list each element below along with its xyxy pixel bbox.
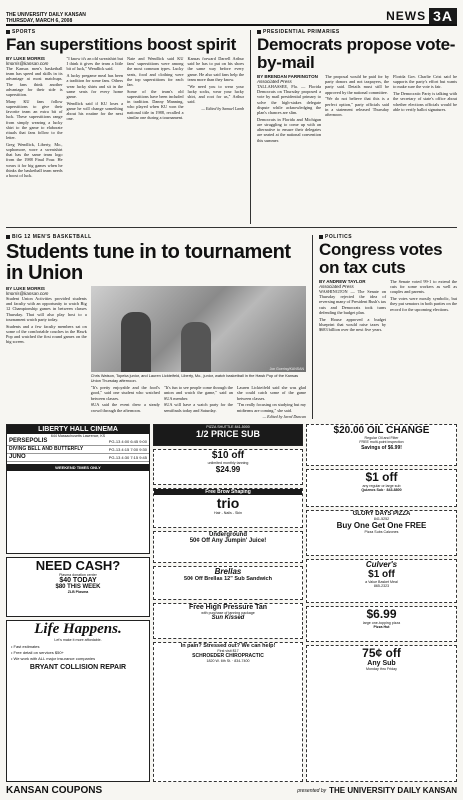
coupon-footer	[6, 785, 457, 796]
kicker-square-icon	[6, 235, 10, 239]
story-column: BY LUKE MORRIS lmorris@kansan.com The Kansas men's basketball team has speed and skills in its advantage at most matchups. The fans think another advantage for their side is superstition. Many KU fans follow superstitions to give their favorite team an extra bit of luck. These superstitions range from simply wearing a lucky shirt to the game to elaborate rituals that fans follow to the letter. Greg Wendlick, Liberty, Mo., sophomore, wore a sweatshirt that has the same team logo from the 1988 Final Four. He wears it for big games when he thinks the basketball team needs a boost of luck.	[6, 56, 63, 179]
story-column: BY LUKE MORRIS lmorris@kansan.com Student Union Activities provided students and faculty with an opportunity to watch Big 12 Championship games in between classes Thursday. That will also play host to a tournament watch party today. Students and a few faculty members sat on some of the comfortable couches in the Hawk Pop and watched the first round games on the big screen.	[6, 286, 87, 345]
news-photo	[91, 286, 306, 372]
ad-column-right	[306, 424, 457, 782]
edited-by: — Edited by Samuel Lamb	[201, 105, 244, 111]
story-column: The proposal would be paid for by party donors and not taxpayers, the party said. Details must still be approved by the national committee. "We do not believe that this is a perfect option," party officials said in a statement released Thursday afternoon.	[325, 74, 389, 117]
ad-underground[interactable]: Underground 50¢ Off Any Jumpin' Juice!	[153, 531, 303, 563]
story-column: BY ANDREW TAYLOR Associated Press WASHINGTON — The Senate on Thursday rejected the idea of reversing many of President Bush's tax cuts and Democrats took turns defending the budget plan. The House approved a budget blueprint that would raise taxes by $683 billion over the next five years.	[319, 279, 387, 332]
story-kicker: BIG 12 MEN'S BASKETBALL	[6, 234, 306, 240]
kicker-square-icon	[6, 30, 10, 34]
story-kicker: SPORTS	[6, 29, 244, 35]
ad-pizza-hut[interactable]: $6.99 large one-topping pizza Pizza Hut	[306, 606, 457, 642]
ad-brellas[interactable]: Brellas 50¢ Off Brellas 12" Sub Sandwich	[153, 566, 303, 600]
issue-date: THURSDAY, MARCH 6, 2008	[6, 18, 73, 24]
story-tax-cuts	[319, 231, 457, 419]
page-number: 3A	[429, 8, 457, 24]
story-kicker: PRESIDENTIAL PRIMARIES	[257, 29, 457, 35]
section-label	[386, 8, 457, 24]
story-kicker: POLITICS	[319, 234, 457, 240]
footer-presented: presented by THE UNIVERSITY DAILY KANSAN	[297, 786, 457, 795]
ad-theater[interactable]: LIBERTY HALL CINEMA 644 Massachusetts Lawrence, KS PERSEPOLIS PG-13 4:00 6:45 9:00 DIVING BELL AND BUTTERFLY PG-13 4:15 7:00 9:30 JUNO PG-13 4:30 7:15 9:45 WEEKEND TIMES ONLY	[6, 424, 150, 554]
column-divider	[250, 30, 251, 224]
story-column: BY BRENDAN FARRINGTON Associated Press TALLAHASSEE, Fla. — Florida Democrats on Thursday proposed a vote by mail presidential primary to solve the high-stakes delegate dispute while acknowledging the plan's chances are slim. Democrats in Florida and Michigan are struggling to come up with an alternative to ensure their delegates are seated at the national convention this summer.	[257, 74, 321, 143]
footer-sponsor: THE UNIVERSITY DAILY KANSAN	[329, 786, 457, 795]
story-union-tournament	[6, 231, 306, 419]
masthead	[6, 4, 457, 26]
photo-figure	[121, 312, 151, 372]
story-headline: Fan superstitions boost spirit	[6, 35, 236, 54]
story-column: Florida Gov. Charlie Crist said he supports the party's effort but wants to make sure the vote is fair. The Democratic Party is talking with the secretary of state's office about whether elections officials would be able to verify ballot signatures.	[393, 74, 457, 112]
photo-figure	[181, 322, 211, 372]
section-name: NEWS	[386, 9, 427, 23]
story-column: "I know it's an old sweatshirt but I think it gives the team a little bit of luck," Wendlick said. A lucky pregame meal has been a tradition for some fans. Others wear lucky shirts and sit in the same seats for every home game. Wendlick said if KU loses a game he will change something about his routine for the next one.	[66, 56, 123, 122]
ad-bryant-collision[interactable]: Life Happens. Let's make it more affordable. • Fast estimates • Free detail on services $50+ • We work with ALL major insurance companies BRYANT COLLISION REPAIR	[6, 620, 150, 782]
ad-sub-discount[interactable]: 75¢ off Any Sub Monday thru Friday	[306, 645, 457, 782]
story-column: Kansas forward Darrell Arthur said he has to put on his shoes the same way before every game. He also said fans help the team more than they know. "We need you to wear your lucky socks, wear your lucky shirt, and root for us," Arthur said. — Edited by Samuel Lamb	[187, 56, 244, 111]
story-byline: BY LUKE MORRIS lmorris@kansan.com	[6, 286, 49, 296]
coupon-ads	[6, 424, 457, 782]
column-divider	[312, 235, 313, 419]
ad-need-cash[interactable]: NEED CASH? Plasma donation center $40 TODAY $80 THIS WEEK ZLB Plasma	[6, 557, 150, 617]
story-column: "It's pretty enjoyable and the food's good," said one student who watched between classes. SUA said the event drew a steady crowd through the afternoon.	[90, 385, 160, 413]
kicker-square-icon	[319, 235, 323, 239]
ad-culvers[interactable]: Culver's $1 off a Value Basket Meal 865-2323	[306, 559, 457, 603]
ad-glory-days[interactable]: GLORY DAYS PIZZA 841-5252 Buy One Get One FREE Pizza Subs Calzones	[306, 510, 457, 556]
middle-row	[6, 231, 457, 419]
story-byline: BY ANDREW TAYLOR Associated Press	[319, 279, 366, 289]
section-divider	[6, 227, 457, 228]
footer-brand: KANSAN COUPONS	[6, 785, 103, 796]
ad-pizza-shuttle[interactable]: PIZZA SHUTTLE 841-5000 1/2 PRICE SUB	[153, 424, 303, 446]
story-byline: BY BRENDAN FARRINGTON Associated Press	[257, 74, 318, 84]
story-column: "It's fun to see people come through the union and watch the game," said an SUA member. SUA will have a watch party for the semifinals today and Saturday.	[163, 385, 233, 413]
story-headline: Students tune in to tournament in Union	[6, 241, 291, 284]
top-row	[6, 26, 457, 224]
ad-oil-change[interactable]: $20.00 OIL CHANGE Regular Oil and Filter FREE multi-point inspection Savings of $6.99!	[306, 424, 457, 466]
kicker-square-icon	[257, 30, 261, 34]
photo-credit: Jon Goering/KANSAN	[269, 367, 304, 371]
ad-column-left	[6, 424, 150, 782]
story-headline: Congress votes on tax cuts	[319, 240, 443, 277]
story-headline: Democrats propose vote-by-mail	[257, 35, 456, 72]
ad-tanning[interactable]: $10 off unlimited monthly tanning $24.99	[153, 449, 303, 485]
photo-block	[91, 286, 306, 419]
story-superstitions	[6, 26, 244, 224]
paper-name-block	[6, 12, 86, 24]
ad-trio-salon[interactable]: Free Brow Shaping trio Hair - Nails - Skin	[153, 488, 303, 528]
story-column: Nate and Wendlick said KU fans' superstitions were among the most common types. Lucky seats, food and clothing were the top superstitions for each fan. Some of the team's old superstitions have been included in tradition. Danny Manning, who played when KU won the national title in 1988, recalled a similar one during a tournament.	[127, 56, 184, 120]
ad-column-middle	[153, 424, 303, 782]
photo-caption: Chris Watson, Topeka junior, and Lauren Lickteifeld, Liberty, Mo., junior, watch basketball in the Hawk Pop of the Kansas Union Thursday afternoon.	[90, 373, 299, 383]
edited-by: — Edited by Jared Duncan	[262, 414, 307, 420]
ad-schroeder-chiropractic[interactable]: In pain? Stressed out? We can help! First visit $17 SCHROEDER CHIROPRACTIC 1820 W. 6th St. · 834-7400	[153, 642, 303, 782]
story-column: Lauren Lickteifeld said she was glad she could catch some of the game between classes. "I'm really focusing on studying but my midterms are coming," she said. — Edited by Jared Duncan	[236, 385, 307, 420]
story-column: The Senate voted 99-1 to extend the cuts for some workers as well as couples and parents. The votes were mostly symbolic, but they put senators in both parties on the record for the upcoming elections.	[390, 279, 457, 312]
story-byline: BY LUKE MORRIS lmorris@kansan.com	[6, 56, 49, 66]
ad-pressure-tan[interactable]: Free High Pressure Tan with purchase of tanning package Sun Kissed	[153, 603, 303, 639]
story-vote-by-mail	[257, 26, 457, 224]
paper-name: THE UNIVERSITY DAILY KANSAN	[6, 12, 86, 18]
ad-quiznos[interactable]: $1 off any regular or large sub Quiznos Sub · 843-8800	[306, 469, 457, 507]
